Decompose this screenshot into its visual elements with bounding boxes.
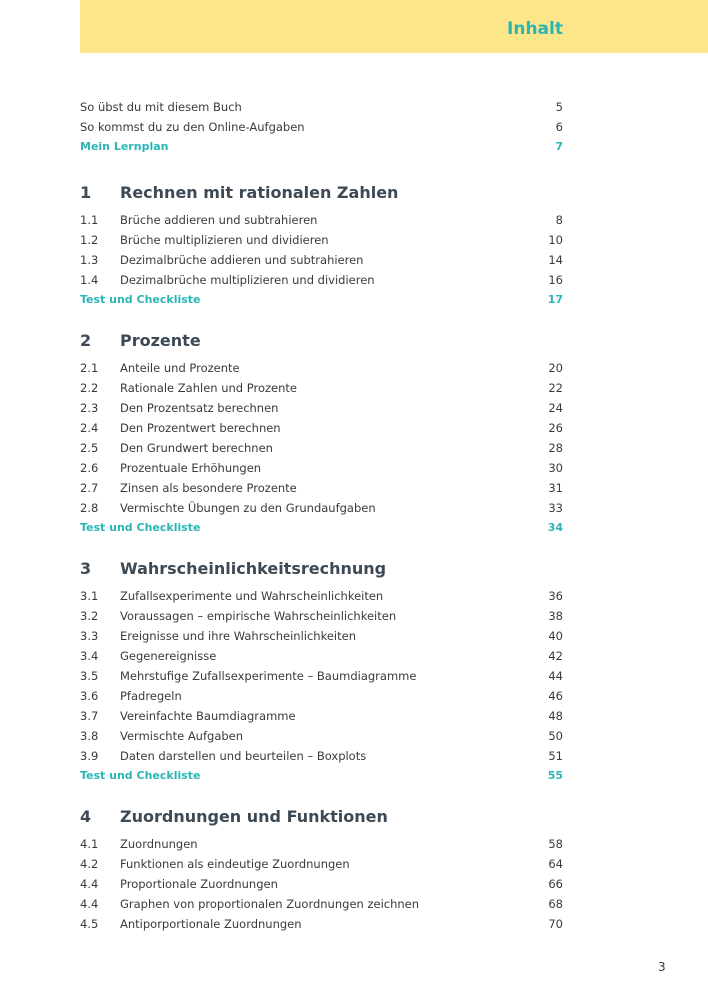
toc-section[interactable] (80, 894, 563, 914)
toc-section[interactable] (80, 270, 563, 290)
section-number: 3.7 (80, 709, 99, 723)
toc-section[interactable] (80, 210, 563, 230)
test-page: 17 (547, 293, 563, 306)
toc-section[interactable] (80, 250, 563, 270)
test-title: Test und Checkliste (80, 521, 201, 534)
section-title: Prozentuale Erhöhungen (120, 461, 262, 475)
chapter-number: 2 (80, 331, 92, 350)
toc-section[interactable] (80, 378, 563, 398)
toc-entry[interactable] (80, 117, 563, 137)
toc-section[interactable] (80, 834, 563, 854)
chapter-3 (80, 557, 563, 786)
section-page: 68 (548, 897, 563, 911)
toc-section[interactable] (80, 398, 563, 418)
toc-section[interactable] (80, 230, 563, 250)
chapter-title: Zuordnungen und Funktionen (120, 807, 388, 826)
section-title: Ereignisse und ihre Wahrscheinlichkeiten (120, 629, 356, 643)
section-title: Brüche addieren und subtrahieren (120, 213, 318, 227)
section-title: Dezimalbrüche multiplizieren und dividieren (120, 273, 375, 287)
toc-section[interactable] (80, 726, 563, 746)
section-number: 3.2 (80, 609, 99, 623)
section-title: Proportionale Zuordnungen (120, 877, 278, 891)
section-page: 64 (548, 857, 563, 871)
section-title: Gegenereignisse (120, 649, 217, 663)
section-number: 1.3 (80, 253, 99, 267)
section-page: 38 (548, 609, 563, 623)
section-number: 3.1 (80, 589, 99, 603)
section-page: 30 (548, 461, 563, 475)
intro-list (80, 97, 563, 157)
section-number: 3.8 (80, 729, 99, 743)
section-number: 2.7 (80, 481, 99, 495)
section-page: 16 (548, 273, 563, 287)
section-title: Zufallsexperimente und Wahrscheinlichkeiten (120, 589, 384, 603)
toc-section[interactable] (80, 438, 563, 458)
toc-section[interactable] (80, 478, 563, 498)
section-title: Den Grundwert berechnen (120, 441, 273, 455)
toc-section[interactable] (80, 498, 563, 518)
section-number: 2.8 (80, 501, 99, 515)
test-page: 34 (547, 521, 563, 534)
section-page: 40 (548, 629, 563, 643)
test-checkliste-entry[interactable] (80, 766, 563, 786)
chapter-heading[interactable] (80, 805, 563, 829)
test-checkliste-entry[interactable] (80, 518, 563, 538)
chapter-number: 3 (80, 559, 92, 578)
section-page: 70 (548, 917, 563, 931)
section-title: Brüche multiplizieren und dividieren (120, 233, 329, 247)
chapter-2 (80, 329, 563, 538)
section-page: 8 (555, 213, 563, 227)
section-page: 66 (548, 877, 563, 891)
section-page: 22 (548, 381, 563, 395)
section-title: Vereinfachte Baumdiagramme (120, 709, 296, 723)
section-page: 14 (548, 253, 563, 267)
toc-entry-page: 6 (555, 120, 563, 134)
section-title: Voraussagen – empirische Wahrscheinlichkeiten (120, 609, 397, 623)
toc-section[interactable] (80, 418, 563, 438)
chapter-heading[interactable] (80, 329, 563, 353)
section-title: Zuordnungen (120, 837, 198, 851)
test-checkliste-entry[interactable] (80, 290, 563, 310)
section-page: 20 (548, 361, 563, 375)
section-number: 4.2 (80, 857, 99, 871)
section-page: 31 (548, 481, 563, 495)
section-number: 1.1 (80, 213, 99, 227)
section-number: 4.1 (80, 837, 99, 851)
toc-entry-title: So übst du mit diesem Buch (80, 100, 242, 114)
section-page: 33 (548, 501, 563, 515)
toc-section[interactable] (80, 646, 563, 666)
test-page: 55 (547, 769, 563, 782)
chapter-title: Rechnen mit rationalen Zahlen (120, 183, 399, 202)
section-page: 50 (548, 729, 563, 743)
section-title: Funktionen als eindeutige Zuordnungen (120, 857, 350, 871)
chapter-heading[interactable] (80, 557, 563, 581)
toc-section[interactable] (80, 706, 563, 726)
section-page: 24 (548, 401, 563, 415)
chapter-title: Prozente (120, 331, 201, 350)
toc-section[interactable] (80, 746, 563, 766)
section-number: 2.3 (80, 401, 99, 415)
section-number: 4.4 (80, 877, 99, 891)
chapter-number: 4 (80, 807, 92, 826)
toc-section[interactable] (80, 606, 563, 626)
toc-section[interactable] (80, 686, 563, 706)
section-number: 2.5 (80, 441, 99, 455)
section-page: 46 (548, 689, 563, 703)
section-title: Anteile und Prozente (120, 361, 240, 375)
page-title: Inhalt (507, 19, 563, 39)
page-number: 3 (658, 960, 666, 974)
section-number: 4.4 (80, 897, 99, 911)
toc-entry-page: 7 (555, 140, 563, 153)
section-number: 2.2 (80, 381, 99, 395)
section-title: Antiporportionale Zuordnungen (120, 917, 302, 931)
test-title: Test und Checkliste (80, 293, 201, 306)
section-title: Daten darstellen und beurteilen – Boxplots (120, 749, 367, 763)
chapter-heading[interactable] (80, 181, 563, 205)
chapter-4 (80, 805, 563, 934)
section-title: Vermischte Aufgaben (120, 729, 244, 743)
toc-section[interactable] (80, 914, 563, 934)
section-page: 26 (548, 421, 563, 435)
section-number: 3.6 (80, 689, 99, 703)
toc-section[interactable] (80, 874, 563, 894)
chapter-1 (80, 181, 563, 310)
section-page: 51 (548, 749, 563, 763)
section-number: 3.5 (80, 669, 99, 683)
section-number: 2.1 (80, 361, 99, 375)
section-number: 1.4 (80, 273, 99, 287)
section-title: Pfadregeln (120, 689, 182, 703)
toc-section[interactable] (80, 626, 563, 646)
toc-section[interactable] (80, 458, 563, 478)
section-page: 42 (548, 649, 563, 663)
section-number: 3.3 (80, 629, 99, 643)
test-title: Test und Checkliste (80, 769, 201, 782)
section-title: Den Prozentsatz berechnen (120, 401, 279, 415)
section-title: Vermischte Übungen zu den Grundaufgaben (120, 501, 376, 515)
section-page: 28 (548, 441, 563, 455)
section-number: 1.2 (80, 233, 99, 247)
chapter-title: Wahrscheinlichkeitsrechnung (120, 559, 387, 578)
section-number: 3.4 (80, 649, 99, 663)
header-banner (80, 0, 708, 53)
section-page: 58 (548, 837, 563, 851)
section-page: 44 (548, 669, 563, 683)
section-number: 4.5 (80, 917, 99, 931)
section-title: Mehrstufige Zufallsexperimente – Baumdiagramme (120, 669, 417, 683)
section-number: 3.9 (80, 749, 99, 763)
section-title: Den Prozentwert berechnen (120, 421, 281, 435)
toc-section[interactable] (80, 358, 563, 378)
toc-section[interactable] (80, 586, 563, 606)
section-title: Rationale Zahlen und Prozente (120, 381, 297, 395)
toc-entry[interactable] (80, 97, 563, 117)
toc-entry-title: Mein Lernplan (80, 140, 169, 153)
chapter-number: 1 (80, 183, 92, 202)
toc-entry-page: 5 (555, 100, 563, 114)
toc-section[interactable] (80, 854, 563, 874)
toc-entry-title: So kommst du zu den Online-Aufgaben (80, 120, 305, 134)
section-page: 36 (548, 589, 563, 603)
section-number: 2.4 (80, 421, 99, 435)
section-title: Zinsen als besondere Prozente (120, 481, 297, 495)
section-page: 10 (548, 233, 563, 247)
section-number: 2.6 (80, 461, 99, 475)
section-page: 48 (548, 709, 563, 723)
section-title: Graphen von proportionalen Zuordnungen zeichnen (120, 897, 420, 911)
toc-section[interactable] (80, 666, 563, 686)
section-title: Dezimalbrüche addieren und subtrahieren (120, 253, 364, 267)
toc-entry-lernplan[interactable] (80, 137, 563, 157)
